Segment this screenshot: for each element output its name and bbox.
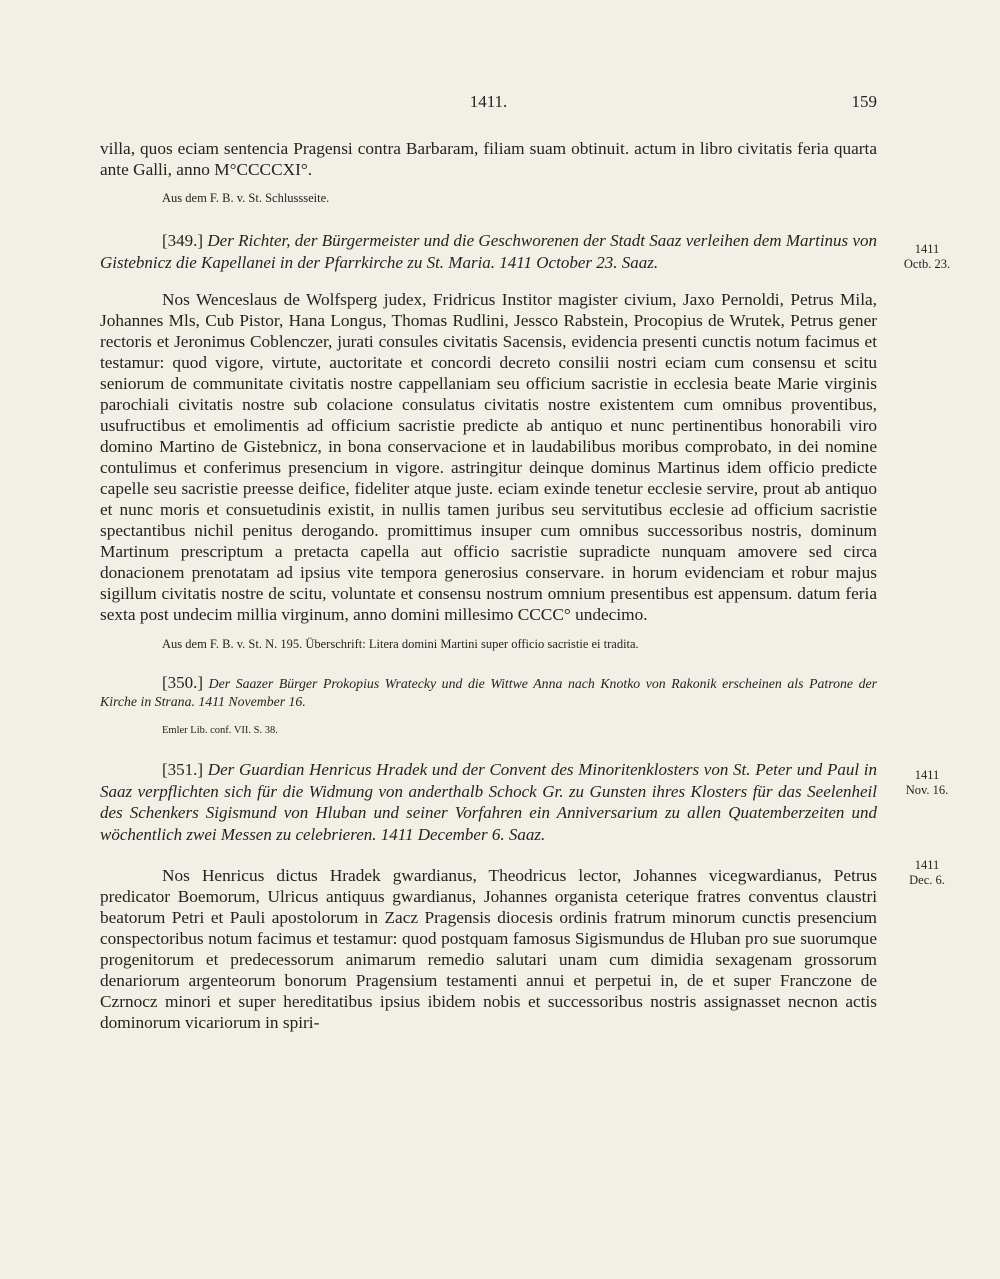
charter-text-349: Nos Wenceslaus de Wolfsperg judex, Fridricus Institor magister civium, Jaxo Pernoldi, Petrus Mila, Johannes Mls, Cub Pistor, Hana Longus, Thomas Rudlini, Jessco Rabstein, Procopius de Wrutek, Petrus gener rectoris et Jeronimus Coblenczer, jurati consules civitatis Sacensis, evidencia presenti cunctis notum facimus et testamur: quod vigore, virtute, auctoritate et concordi decreto consilii nostri eciam cum consensu et scitu seniorum de communitate civitatis nostre cappellaniam seu officium sacristie in ecclesia beate Marie virginis parochiali civitatis nostre sub colacione consulatus civitatis nostre existentem cum omnibus proventibus, usufructibus et emolimentis ad officium sacristie predicte ab antiquo et nunc pertinentibus honorabili viro domino Martino de Gistebnicz, in bona conservacione et in laudabilibus moribus comprobato, in dei nomine contulimus et conferimus presencium in vigore. astringitur deinque dominus Martinus idem officio predicte capelle seu sacristie preesse deifice, fideliter atque juste. eciam exinde tenetur ecclesie servire, prout ab antiquo et nunc moris et consuetudinis existit, in nullis tamen juribus seu servitutibus ecclesie ad officium sacristie spectantibus nichil penitus derogando. promittimus insuper cum omnibus successoribus nostris, dominum Martinum prescriptum a pretacta capella aut officio sacristie supradicte nunquam amovere sed circa donacionem prenotatam ad ipsius vite tempora generosius conservare. in horum evidenciam et robur majus sigillum civitatis nostre de scitu, voluntate et consensu nostrum omnium presentibus est appensum. datum feria sexta post undecim millia virginum, anno domini millesimo CCCC° undecimo.: [100, 290, 877, 624]
regest-349: [100, 230, 877, 273]
document-number: [349.]: [162, 231, 204, 250]
source-note: Emler Lib. conf. VII. S. 38.: [162, 725, 278, 736]
document-number: [350.]: [162, 673, 204, 692]
source-note: Aus dem F. B. v. St. Schlussseite.: [162, 191, 330, 205]
charter-text-351: Nos Henricus dictus Hradek gwardianus, Theodricus lector, Johannes vicegwardianus, Petrus predicator Boemorum, Ulricus antiquus gwardianus, Johannes organista ceterique fratres conventus claustri beatorum Petri et Pauli apostolorum in Zacz Pragensis diocesis ordinis fratrum minorum cunctis presencium conspectoribus notum facimus et testamur: quod postquam famosus Sigismundus de Hluban pro sue suorumque progenitorum et predecessorum animarum remedio salutari unam cum dimidia sexagenam grossorum denariorum argenteorum bonorum Pragensium testamenti annui et perpetui in, de et super Franczone de Czrnocz minori et super hereditatibus ipsius ibidem nobis et successoribus nostris assignasset necnon actis dominorum vicariorum in spiri-: [100, 866, 877, 1032]
page-number: 159: [851, 92, 877, 111]
margin-day: Octb. 23.: [903, 257, 951, 271]
regest-text: Der Richter, der Bürgermeister und die Geschworenen der Stadt Saaz verleihen dem Martinus von Gistebnicz die Kapellanei in der Pfarrkirche zu St. Maria. 1411 October 23. Saaz.: [100, 231, 878, 272]
regest-text: Der Saazer Bürger Prokopius Wratecky und die Wittwe Anna nach Knotko von Rakonik erscheinen als Patrone der Kirche in Strana. 1411 November 16.: [100, 676, 877, 709]
regest-350: [100, 674, 877, 711]
source-note: Aus dem F. B. v. St. N. 195. Überschrift: Litera domini Martini super officio sacristie ei tradita.: [162, 637, 639, 651]
margin-day: Dec. 6.: [909, 873, 945, 887]
margin-date-349: [883, 242, 971, 272]
margin-date-350: [883, 768, 971, 798]
document-number: [351.]: [162, 760, 204, 779]
page-content: [100, 138, 877, 1033]
continued-text: villa, quos eciam sentencia Pragensi contra Barbaram, filiam suam obtinuit. actum in libro civitatis feria quarta ante Galli, anno M°CCCCXI°.: [100, 139, 877, 179]
regest-351: [100, 759, 877, 845]
page-header: [100, 92, 877, 116]
regest-text: Der Guardian Henricus Hradek und der Convent des Minoritenklosters von St. Peter und Paul in Saaz verpflichten sich für die Widmung von anderthalb Schock Gr. zu Gunsten ihres Klosters für das Seelenheil des Schenkers Sigismund von Hluban und seiner Vorfahren ein Anniversarium zu allen Quatemberzeiten und wöchentlich zwei Messen zu celebrieren. 1411 December 6. Saaz.: [100, 760, 877, 844]
margin-year: 1411: [914, 242, 940, 256]
margin-year: 1411: [914, 858, 940, 872]
margin-date-351: [883, 858, 971, 888]
running-head-year: 1411.: [469, 92, 508, 111]
margin-year: 1411: [914, 768, 940, 782]
margin-day: Nov. 16.: [905, 783, 949, 797]
